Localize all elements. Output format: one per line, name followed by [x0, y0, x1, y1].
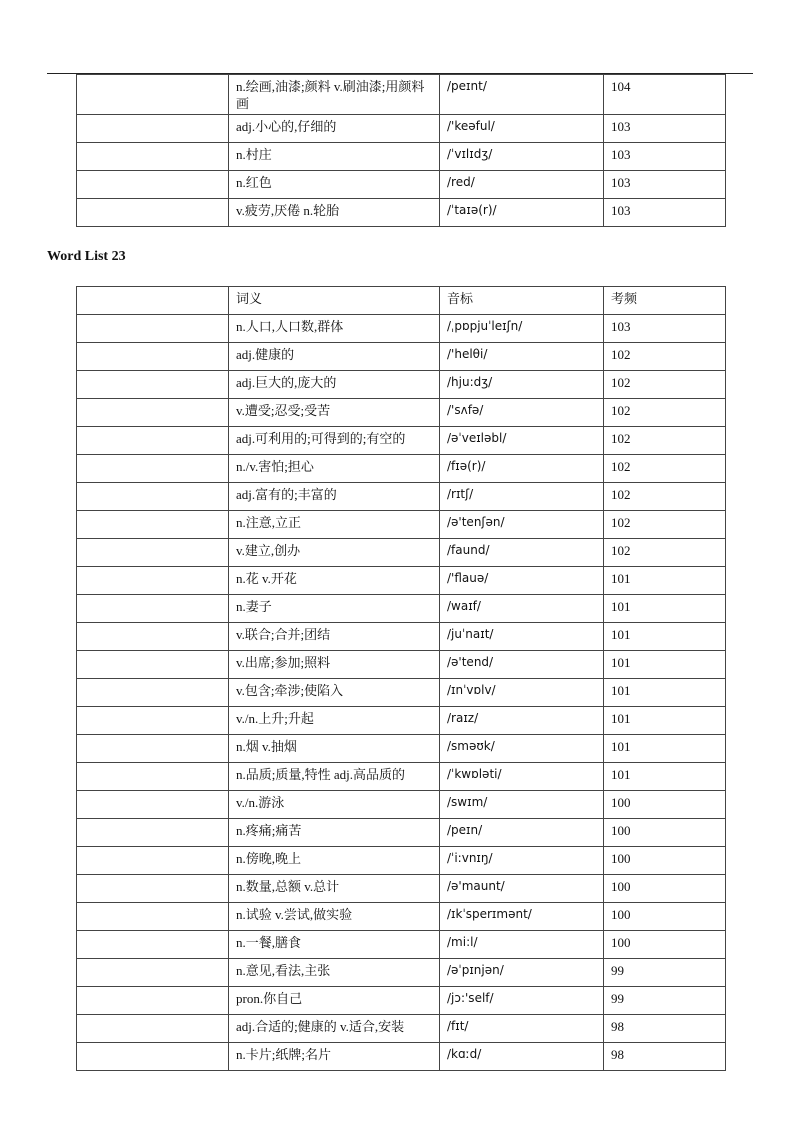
word-cell [77, 959, 229, 987]
table-row [77, 1043, 726, 1071]
meaning-cell: v.联合;合并;团结 [229, 623, 440, 651]
frequency-cell: 102 [604, 483, 726, 511]
table-row [77, 623, 726, 651]
word-cell [77, 371, 229, 399]
word-cell [77, 847, 229, 875]
phonetic-cell: /sməʊk/ [440, 735, 604, 763]
phonetic-cell: /ˌpɒpjuˈleɪʃn/ [440, 315, 604, 343]
word-cell [77, 931, 229, 959]
meaning-cell: n.一餐,膳食 [229, 931, 440, 959]
table-row [77, 343, 726, 371]
table-row [77, 75, 726, 115]
table-row [77, 1015, 726, 1043]
frequency-cell: 103 [604, 199, 726, 227]
word-cell [77, 623, 229, 651]
phonetic-cell: /'sʌfə/ [440, 399, 604, 427]
phonetic-cell: /'flauə/ [440, 567, 604, 595]
frequency-cell: 101 [604, 707, 726, 735]
meaning-cell: v./n.上升;升起 [229, 707, 440, 735]
word-cell [77, 483, 229, 511]
table-row [77, 427, 726, 455]
phonetic-cell: /peɪn/ [440, 819, 604, 847]
table-row [77, 651, 726, 679]
meaning-cell: n.品质;质量,特性 adj.高品质的 [229, 763, 440, 791]
word-cell [77, 791, 229, 819]
table-row [77, 763, 726, 791]
word-cell [77, 115, 229, 143]
phonetic-cell: /mi:l/ [440, 931, 604, 959]
table-row [77, 115, 726, 143]
phonetic-cell: /fɪə(r)/ [440, 455, 604, 483]
meaning-cell: n.村庄 [229, 143, 440, 171]
word-cell [77, 427, 229, 455]
frequency-cell: 103 [604, 115, 726, 143]
meaning-cell: n.意见,看法,主张 [229, 959, 440, 987]
word-cell [77, 1015, 229, 1043]
word-cell [77, 143, 229, 171]
word-cell [77, 199, 229, 227]
phonetic-cell: /'helθi/ [440, 343, 604, 371]
meaning-cell: adj.小心的,仔细的 [229, 115, 440, 143]
meaning-cell: n.红色 [229, 171, 440, 199]
frequency-cell: 102 [604, 455, 726, 483]
word-cell [77, 315, 229, 343]
word-cell [77, 735, 229, 763]
frequency-cell: 101 [604, 623, 726, 651]
table-row [77, 143, 726, 171]
header-word-cell [77, 287, 229, 315]
word-list-heading: Word List 23 [47, 249, 126, 264]
meaning-cell: n.数量,总额 v.总计 [229, 875, 440, 903]
phonetic-cell: /jɔ:'self/ [440, 987, 604, 1015]
phonetic-cell: /ˈtaɪə(r)/ [440, 199, 604, 227]
word-cell [77, 343, 229, 371]
table-row [77, 455, 726, 483]
word-cell [77, 455, 229, 483]
meaning-cell: adj.合适的;健康的 v.适合,安装 [229, 1015, 440, 1043]
meaning-cell: n.疼痛;痛苦 [229, 819, 440, 847]
frequency-cell: 100 [604, 903, 726, 931]
frequency-cell: 100 [604, 875, 726, 903]
meaning-cell: n.花 v.开花 [229, 567, 440, 595]
frequency-cell: 101 [604, 679, 726, 707]
frequency-cell: 99 [604, 959, 726, 987]
meaning-cell: n.试验 v.尝试,做实验 [229, 903, 440, 931]
word-cell [77, 903, 229, 931]
frequency-cell: 101 [604, 595, 726, 623]
word-cell [77, 511, 229, 539]
word-cell [77, 539, 229, 567]
frequency-cell: 102 [604, 399, 726, 427]
phonetic-cell: /ɪkˈsperɪmənt/ [440, 903, 604, 931]
table-row [77, 399, 726, 427]
table-row [77, 931, 726, 959]
meaning-cell: n.烟 v.抽烟 [229, 735, 440, 763]
table-row [77, 199, 726, 227]
word-cell [77, 763, 229, 791]
word-cell [77, 819, 229, 847]
phonetic-cell: /əˈpɪnjən/ [440, 959, 604, 987]
phonetic-cell: /hju:dʒ/ [440, 371, 604, 399]
meaning-cell: adj.富有的;丰富的 [229, 483, 440, 511]
frequency-cell: 100 [604, 791, 726, 819]
phonetic-cell: /'keəful/ [440, 115, 604, 143]
phonetic-cell: /swɪm/ [440, 791, 604, 819]
word-cell [77, 567, 229, 595]
table-row [77, 511, 726, 539]
table-row [77, 847, 726, 875]
phonetic-cell: /ˈvɪlɪdʒ/ [440, 143, 604, 171]
frequency-cell: 102 [604, 343, 726, 371]
phonetic-cell: /waɪf/ [440, 595, 604, 623]
header-frequency: 考频 [604, 287, 726, 315]
phonetic-cell: /raɪz/ [440, 707, 604, 735]
meaning-cell: pron.你自己 [229, 987, 440, 1015]
word-cell [77, 707, 229, 735]
word-list-table [76, 286, 726, 1071]
table-row [77, 819, 726, 847]
frequency-cell: 101 [604, 567, 726, 595]
frequency-cell: 102 [604, 539, 726, 567]
word-cell [77, 875, 229, 903]
table-row [77, 791, 726, 819]
table-header-row [77, 287, 726, 315]
meaning-cell: v.遭受;忍受;受苦 [229, 399, 440, 427]
frequency-cell: 102 [604, 371, 726, 399]
phonetic-cell: /ə'tend/ [440, 651, 604, 679]
meaning-cell: n.人口,人口数,群体 [229, 315, 440, 343]
phonetic-cell: /fɪt/ [440, 1015, 604, 1043]
meaning-cell: n.妻子 [229, 595, 440, 623]
table-row [77, 315, 726, 343]
table-row [77, 707, 726, 735]
table-row [77, 679, 726, 707]
table-row [77, 735, 726, 763]
header-phonetic: 音标 [440, 287, 604, 315]
word-cell [77, 1043, 229, 1071]
meaning-cell: v.出席;参加;照料 [229, 651, 440, 679]
frequency-cell: 100 [604, 847, 726, 875]
phonetic-cell: /əˈveɪləbl/ [440, 427, 604, 455]
phonetic-cell: /faund/ [440, 539, 604, 567]
frequency-cell: 98 [604, 1015, 726, 1043]
frequency-cell: 104 [604, 75, 726, 115]
phonetic-cell: /kɑːd/ [440, 1043, 604, 1071]
meaning-cell: v.包含;牵涉;使陷入 [229, 679, 440, 707]
table-row [77, 539, 726, 567]
table-row [77, 595, 726, 623]
frequency-cell: 98 [604, 1043, 726, 1071]
word-cell [77, 75, 229, 115]
word-cell [77, 987, 229, 1015]
table-row [77, 987, 726, 1015]
frequency-cell: 100 [604, 931, 726, 959]
table-row [77, 567, 726, 595]
phonetic-cell: /ɪnˈvɒlv/ [440, 679, 604, 707]
table-row [77, 875, 726, 903]
phonetic-cell: /red/ [440, 171, 604, 199]
table-row [77, 903, 726, 931]
frequency-cell: 101 [604, 735, 726, 763]
phonetic-cell: /juˈnaɪt/ [440, 623, 604, 651]
phonetic-cell: /ˈi:vnɪŋ/ [440, 847, 604, 875]
phonetic-cell: /rɪtʃ/ [440, 483, 604, 511]
word-cell [77, 595, 229, 623]
word-cell [77, 171, 229, 199]
header-meaning: 词义 [229, 287, 440, 315]
continued-word-table-body [77, 75, 726, 227]
frequency-cell: 103 [604, 143, 726, 171]
frequency-cell: 101 [604, 763, 726, 791]
table-row [77, 959, 726, 987]
word-cell [77, 651, 229, 679]
meaning-cell: n./v.害怕;担心 [229, 455, 440, 483]
table-row [77, 171, 726, 199]
phonetic-cell: /ə'maunt/ [440, 875, 604, 903]
meaning-cell: v./n.游泳 [229, 791, 440, 819]
meaning-cell: v.建立,创办 [229, 539, 440, 567]
frequency-cell: 100 [604, 819, 726, 847]
phonetic-cell: /ˈkwɒləti/ [440, 763, 604, 791]
meaning-cell: adj.可利用的;可得到的;有空的 [229, 427, 440, 455]
frequency-cell: 103 [604, 315, 726, 343]
meaning-cell: v.疲劳,厌倦 n.轮胎 [229, 199, 440, 227]
word-cell [77, 679, 229, 707]
word-cell [77, 399, 229, 427]
table-row [77, 483, 726, 511]
meaning-cell: adj.健康的 [229, 343, 440, 371]
frequency-cell: 101 [604, 651, 726, 679]
meaning-cell: n.傍晚,晚上 [229, 847, 440, 875]
continued-word-table [76, 74, 726, 227]
meaning-cell: adj.巨大的,庞大的 [229, 371, 440, 399]
frequency-cell: 102 [604, 511, 726, 539]
word-list-table-body [77, 287, 726, 1071]
frequency-cell: 102 [604, 427, 726, 455]
meaning-cell: n.注意,立正 [229, 511, 440, 539]
table-row [77, 371, 726, 399]
meaning-cell: n.卡片;纸牌;名片 [229, 1043, 440, 1071]
frequency-cell: 103 [604, 171, 726, 199]
meaning-cell: n.绘画,油漆;颜料 v.刷油漆;用颜料画 [229, 75, 440, 115]
phonetic-cell: /ə'tenʃən/ [440, 511, 604, 539]
phonetic-cell: /peɪnt/ [440, 75, 604, 115]
frequency-cell: 99 [604, 987, 726, 1015]
